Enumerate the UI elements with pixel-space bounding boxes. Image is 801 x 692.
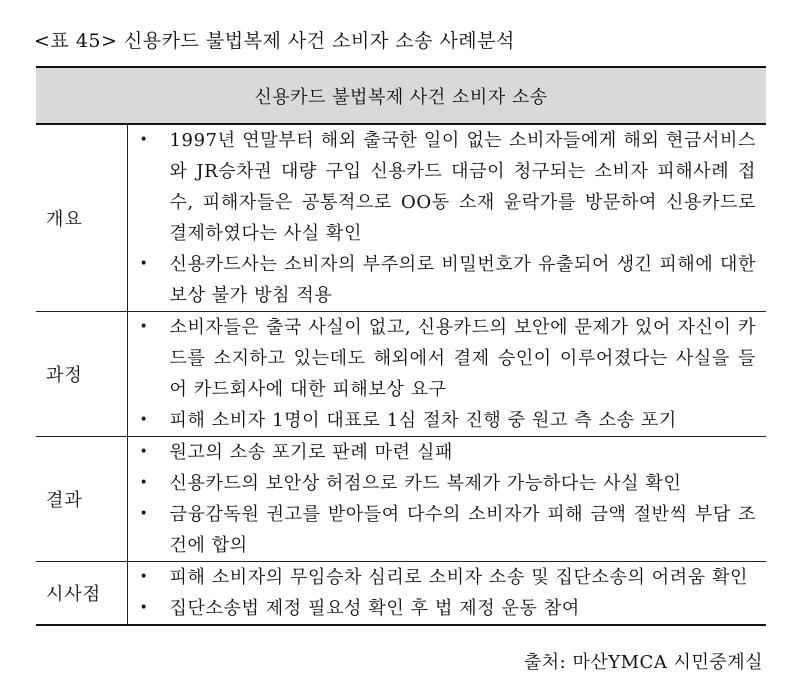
bullet-text: 피해 소비자 1명이 대표로 1심 절차 진행 중 원고 측 소송 포기 <box>169 410 677 431</box>
bullet-icon: • <box>139 444 149 460</box>
row-label-result: 결과 <box>36 437 127 562</box>
row-content-overview <box>127 124 766 312</box>
bullet-text: 피해 소비자의 무임승차 심리로 소비자 소송 및 집단소송의 어려움 확인 <box>169 567 749 588</box>
bullet-icon: • <box>139 600 149 616</box>
table-caption: <표 45> 신용카드 불법복제 사건 소비자 소송 사례분석 <box>34 30 515 52</box>
bullet-icon: • <box>139 256 149 272</box>
list-item <box>128 499 767 561</box>
list-item <box>128 312 767 405</box>
bullet-icon: • <box>139 506 149 522</box>
bullet-text: 집단소송법 제정 필요성 확인 후 법 제정 운동 참여 <box>169 598 580 619</box>
row-content-process <box>127 312 766 437</box>
source-note: 출처: 마산YMCA 시민중계실 <box>523 652 763 673</box>
list-item <box>128 125 767 249</box>
table-header: 신용카드 불법복제 사건 소비자 소송 <box>36 67 766 124</box>
list-item <box>128 562 767 593</box>
list-item <box>128 468 767 499</box>
list-item <box>128 405 767 436</box>
bullet-text: 신용카드의 보안상 허점으로 카드 복제가 가능하다는 사실 확인 <box>169 473 682 494</box>
list-item <box>128 437 767 468</box>
bullet-icon: • <box>139 412 149 428</box>
case-analysis-table <box>36 66 766 626</box>
table-row <box>36 437 766 562</box>
bullet-text: 신용카드사는 소비자의 부주의로 비밀번호가 유출되어 생긴 피해에 대한 보상 불가 방침 적용 <box>169 254 756 306</box>
bullet-icon: • <box>139 569 149 585</box>
bullet-icon: • <box>139 132 149 148</box>
table-row <box>36 312 766 437</box>
bullet-text: 소비자들은 출국 사실이 없고, 신용카드의 보안에 문제가 있어 자신이 카드를 소지하고 있는데도 해외에서 결제 승인이 이루어졌다는 사실을 들어 카드회사에 대한 피해보상 요구 <box>169 317 756 400</box>
bullet-icon: • <box>139 319 149 335</box>
bullet-icon: • <box>139 475 149 491</box>
bullet-text: 원고의 소송 포기로 판례 마련 실패 <box>169 442 453 463</box>
table-header-row <box>36 67 766 124</box>
bullet-text: 1997년 연말부터 해외 출국한 일이 없는 소비자들에게 해외 현금서비스와 JR승차권 대량 구입 신용카드 대금이 청구되는 소비자 피해사례 접수, 피해자들은 공통적으로 OO동 소재 윤락가를 방문하여 신용카드로 결제하였다는 사실 확인 <box>169 130 756 244</box>
row-content-implication <box>127 562 766 626</box>
row-content-result <box>127 437 766 562</box>
list-item <box>128 249 767 311</box>
row-label-overview: 개요 <box>36 124 127 312</box>
table-row <box>36 562 766 626</box>
row-label-process: 과정 <box>36 312 127 437</box>
table-row <box>36 124 766 312</box>
bullet-text: 금융감독원 권고를 받아들여 다수의 소비자가 피해 금액 절반씩 부담 조건에 합의 <box>169 504 756 556</box>
row-label-implication: 시사점 <box>36 562 127 626</box>
list-item <box>128 593 767 624</box>
